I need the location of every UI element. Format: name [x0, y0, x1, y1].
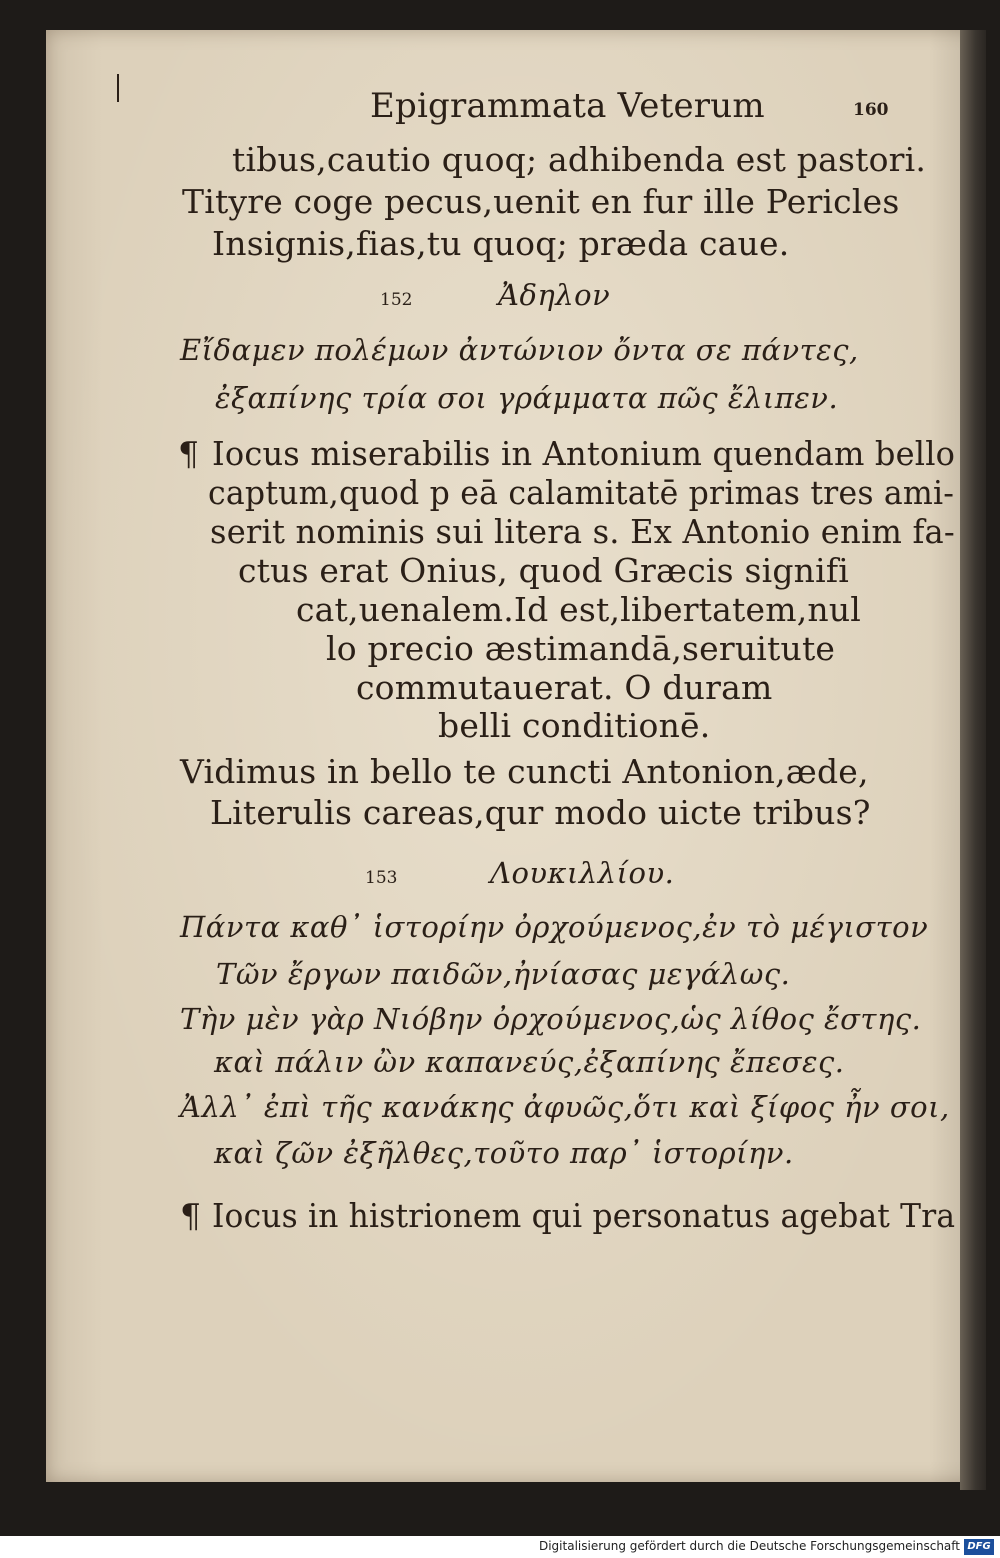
greek-line: καὶ ζῶν ἐξῆλθες,τοῦτο παρ᾽ ἱστορίην.	[214, 1136, 794, 1170]
commentary-line: Iocus miserabilis in Antonium quendam bello	[212, 434, 956, 473]
greek-line: Πάντα καθ᾽ ἱστορίην ὀρχούμενος,ἐν τὸ μέγιστον	[180, 910, 929, 944]
greek-line: Τὴν μὲν γὰρ Νιόβην ὀρχούμενος,ὡς λίθος ἔστης.	[180, 1002, 922, 1036]
dfg-logo: DFG	[964, 1539, 994, 1555]
epigram-number: 152	[380, 290, 413, 310]
greek-line: Ἀλλ᾽ ἐπὶ τῆς κανάκης ἀφυῶς,ὅτι καὶ ξίφος ἦν σοι,	[180, 1090, 950, 1124]
verse-line: Insignis,fias,tu quoq; præda caue.	[212, 224, 790, 263]
epigram-number: 153	[365, 868, 398, 888]
paragraph-mark: ¶	[180, 1196, 202, 1235]
greek-line: Τῶν ἔργων παιδῶν,ἠνίασας μεγάλως.	[216, 957, 791, 991]
margin-mark	[117, 74, 119, 102]
commentary-line: commutauerat. O duram	[356, 668, 773, 707]
commentary-line: ctus erat Onius, quod Græcis signifi	[238, 551, 850, 590]
latin-verse-line: Literulis careas,qur modo uicte tribus?	[210, 793, 871, 832]
epigram-title: Ἀδηλον	[498, 278, 611, 312]
verse-line: tibus,cautio quoq; adhibenda est pastori.	[232, 140, 927, 179]
commentary-line: cat,uenalem.Id est,libertatem,nul	[296, 590, 862, 629]
page-number: 160	[853, 100, 889, 120]
commentary-line: serit nominis sui litera s. Ex Antonio enim fa-	[210, 512, 955, 551]
footer-bar	[0, 1536, 1000, 1558]
paragraph-mark: ¶	[178, 434, 200, 473]
commentary-line: Iocus in histrionem qui personatus agebat Tra	[212, 1196, 956, 1235]
greek-line: καὶ πάλιν ὢν καπανεύς,ἐξαπίνης ἔπεσες.	[214, 1045, 845, 1079]
greek-line: ἐξαπίνης τρία σοι γράμματα πῶς ἔλιπεν.	[215, 381, 839, 415]
running-title: Epigrammata Veterum	[370, 86, 765, 126]
verse-line: Tityre coge pecus,uenit en fur ille Pericles	[182, 182, 900, 221]
commentary-line: belli conditionē.	[438, 706, 711, 745]
commentary-line: lo precio æstimandā,seruitute	[326, 629, 836, 668]
greek-line: Εἴδαμεν πολέμων ἀντώνιον ὄντα σε πάντες,	[180, 333, 859, 367]
commentary-line: captum,quod p eā calamitatē primas tres ami-	[208, 473, 955, 512]
page-edge	[960, 30, 986, 1490]
latin-verse-line: Vidimus in bello te cuncti Antonion,æde,	[180, 752, 869, 791]
epigram-title: Λουκιλλίου.	[490, 856, 675, 890]
footer-credit: Digitalisierung gefördert durch die Deutsche Forschungsgemeinschaft	[538, 1539, 960, 1553]
